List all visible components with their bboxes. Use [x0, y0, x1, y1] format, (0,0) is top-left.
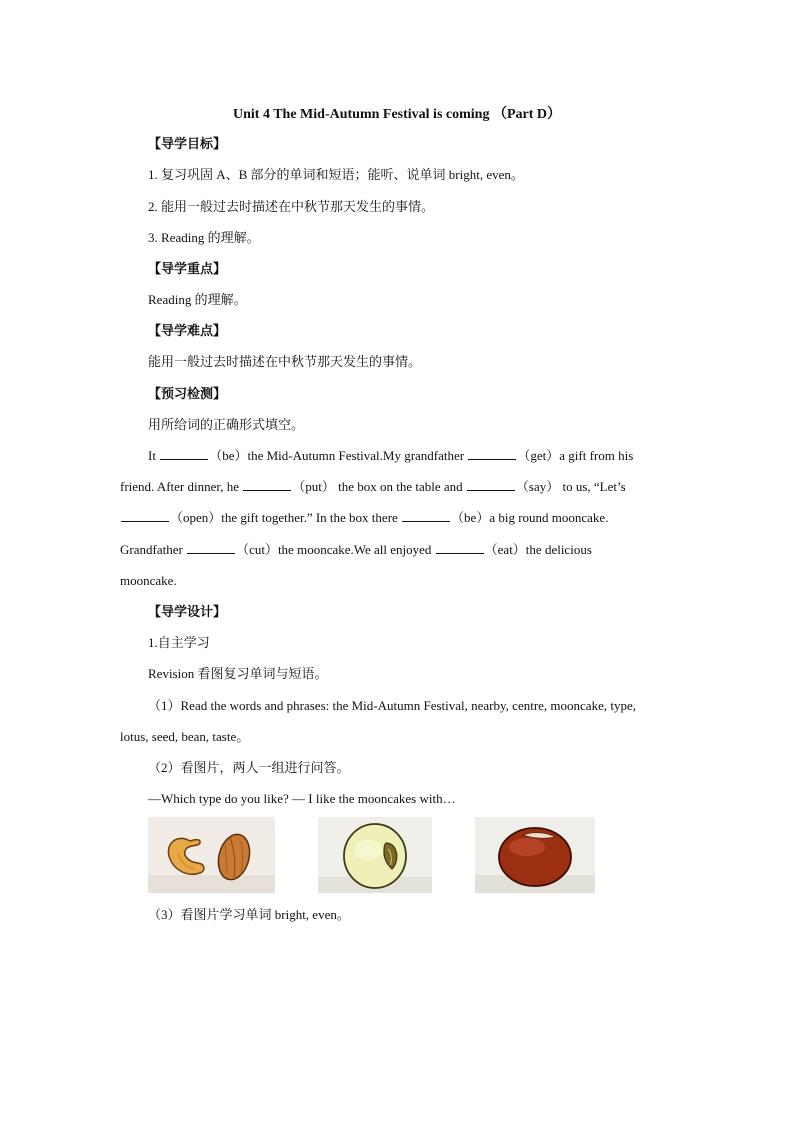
- exercise-text: （be）the Mid-Autumn Festival.My grandfather: [209, 448, 468, 463]
- answer-blank-get[interactable]: [468, 447, 516, 460]
- answer-blank-say[interactable]: [467, 478, 515, 491]
- lotus-seed-illustration: [318, 817, 432, 893]
- goal-item-1: 1. 复习巩固 A、B 部分的单词和短语；能听、说单词 bright, even。: [148, 167, 524, 182]
- goal-item-2: 2. 能用一般过去时描述在中秋节那天发生的事情。: [148, 199, 435, 214]
- exercise-text: mooncake.: [120, 573, 177, 588]
- exercise-text: （open）the gift together.” In the box there: [170, 510, 402, 525]
- step-3-text: （3）看图片学习单词 bright, even。: [148, 907, 350, 922]
- exercise-line-4: [120, 541, 592, 559]
- exercise-line-1: [148, 447, 633, 465]
- answer-blank-open[interactable]: [121, 509, 169, 522]
- exercise-text: （cut）the mooncake.We all enjoyed: [236, 542, 435, 557]
- exercise-line-3: [120, 509, 608, 527]
- exercise-text: （eat）the delicious: [484, 542, 592, 557]
- step-1-line-2: lotus, seed, bean, taste。: [120, 729, 250, 744]
- lotus-seed-image: [318, 817, 432, 893]
- answer-blank-eat[interactable]: [436, 541, 484, 554]
- answer-blank-be[interactable]: [160, 447, 208, 460]
- revision-text: Revision 看图复习单词与短语。: [148, 666, 328, 681]
- exercise-line-2: [120, 478, 626, 496]
- nuts-illustration: [148, 817, 275, 893]
- design-heading: 【导学设计】: [148, 604, 227, 619]
- nuts-image: [148, 817, 275, 893]
- exercise-text: （be）a big round mooncake.: [451, 510, 609, 525]
- goal-item-3: 3. Reading 的理解。: [148, 230, 260, 245]
- preview-heading: 【预习检测】: [148, 386, 227, 401]
- exercise-text: It: [148, 448, 160, 463]
- exercise-text: （get）a gift from his: [517, 448, 634, 463]
- difficult-heading: 【导学难点】: [148, 323, 227, 338]
- document-title: Unit 4 The Mid-Autumn Festival is coming （Part D）: [233, 107, 561, 122]
- exercise-line-5: [120, 572, 177, 590]
- bean-image: [475, 817, 595, 893]
- step-1-line-1: （1）Read the words and phrases: the Mid-Autumn Festival, nearby, centre, mooncake, type,: [148, 698, 636, 713]
- exercise-text: Grandfather: [120, 542, 187, 557]
- exercise-text: friend. After dinner, he: [120, 479, 243, 494]
- goals-heading: 【导学目标】: [148, 136, 227, 151]
- dialogue-text: —Which type do you like? — I like the mooncakes with…: [148, 791, 456, 806]
- answer-blank-cut[interactable]: [187, 541, 235, 554]
- design-subheading: 1.自主学习: [148, 635, 210, 650]
- difficult-text: 能用一般过去时描述在中秋节那天发生的事情。: [148, 354, 422, 369]
- key-heading: 【导学重点】: [148, 261, 227, 276]
- answer-blank-put[interactable]: [243, 478, 291, 491]
- exercise-text: （say） to us, “Let’s: [515, 479, 626, 494]
- answer-blank-be-2[interactable]: [402, 509, 450, 522]
- key-text: Reading 的理解。: [148, 292, 247, 307]
- preview-instruction: 用所给词的正确形式填空。: [148, 417, 305, 432]
- step-2-text: （2）看图片，两人一组进行问答。: [148, 760, 350, 775]
- exercise-text: （put） the box on the table and: [292, 479, 466, 494]
- bean-illustration: [475, 817, 595, 893]
